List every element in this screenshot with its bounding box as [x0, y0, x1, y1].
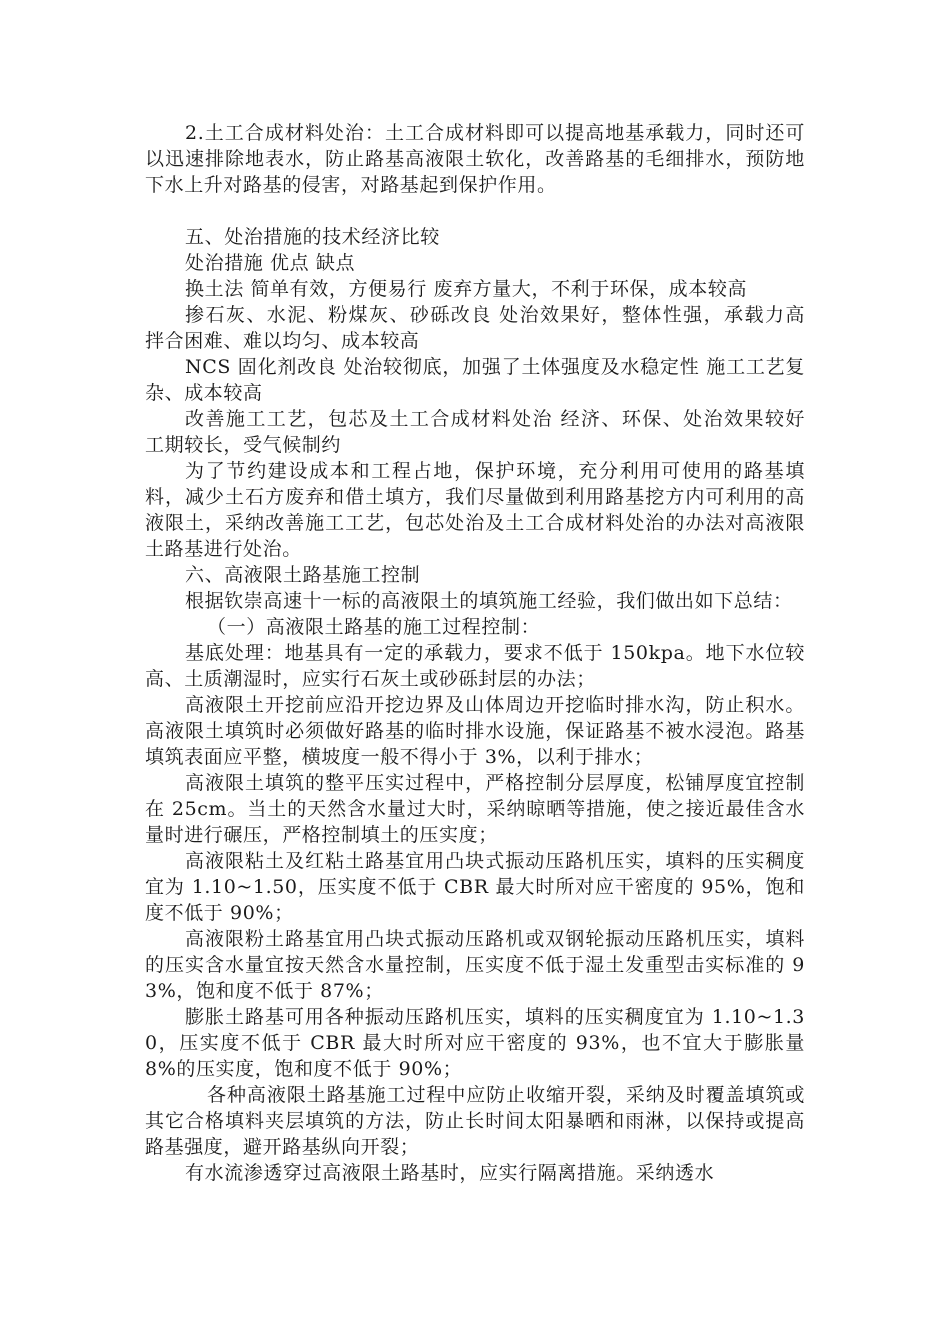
section-heading-5: 五、处治措施的技术经济比较 [185, 226, 440, 248]
comparison-header-row: 处治措施 优点 缺点 [185, 252, 356, 274]
subsection-heading-1: （一）高液限土路基的施工过程控制： [207, 616, 541, 638]
paragraph-silt-compaction: 高液限粉土路基宜用凸块式振动压路机或双钢轮振动压路机压实，填料的压实含水量宜按天然含水量控制，压实度不低于湿土发重型击实标准的 93%，饱和度不低于 87%； [145, 928, 805, 1002]
comparison-row-improved-process: 改善施工工艺，包芯及土工合成材料处治 经济、环保、处治效果较好 工期较长，受气候制约 [145, 408, 805, 456]
paragraph-water-isolation: 有水流渗透穿过高液限土路基时，应实行隔离措施。采纳透水 [185, 1162, 715, 1184]
paragraph-geosynthetic-treatment: 2.土工合成材料处治：土工合成材料即可以提高地基承载力，同时还可以迅速排除地表水，防止路基高液限土软化，改善路基的毛细排水，预防地下水上升对路基的侵害，对路基起到保护作用。 [145, 122, 805, 196]
comparison-row-soil-replacement: 换土法 简单有效，方便易行 废弃方量大，不利于环保，成本较高 [185, 278, 748, 300]
paragraph-summary-intro: 根据钦崇高速十一标的高液限土的填筑施工经验，我们做出如下总结： [185, 590, 793, 612]
comparison-row-lime-cement: 掺石灰、水泥、粉煤灰、砂砾改良 处治效果好，整体性强，承载力高 拌合困难、难以均匀、成本较高 [145, 304, 805, 352]
document-body [145, 120, 805, 1186]
comparison-row-ncs: NCS 固化剂改良 处治较彻底，加强了土体强度及水稳定性 施工工艺复杂、成本较高 [145, 356, 805, 404]
section-heading-6: 六、高液限土路基施工控制 [185, 564, 421, 586]
paragraph-expansive-soil: 膨胀土路基可用各种振动压路机压实，填料的压实稠度宜为 1.10~1.30，压实度不低于 CBR 最大时所对应干密度的 93%，也不宜大于膨胀量 8%的压实度，饱和度不低于 90%； [145, 1006, 805, 1080]
paragraph-drainage: 高液限土开挖前应沿开挖边界及山体周边开挖临时排水沟，防止积水。高液限土填筑时必须做好路基的临时排水设施，保证路基不被水浸泡。路基填筑表面应平整，横坡度一般不得小于 3%，以利于排水； [145, 694, 805, 768]
paragraph-gap [145, 198, 805, 224]
paragraph-clay-compaction: 高液限粘土及红粘土路基宜用凸块式振动压路机压实，填料的压实稠度宜为 1.10~1.50，压实度不低于 CBR 最大时所对应干密度的 95%，饱和度不低于 90%； [145, 850, 805, 924]
paragraph-compaction: 高液限土填筑的整平压实过程中，严格控制分层厚度，松铺厚度宜控制在 25cm。当土的天然含水量过大时，采纳晾晒等措施，使之接近最佳含水量时进行碾压，严格控制填土的压实度； [145, 772, 805, 846]
paragraph-base-treatment: 基底处理：地基具有一定的承载力，要求不低于 150kpa。地下水位较高、土质潮湿时，应实行石灰土或砂砾封层的办法； [145, 642, 805, 690]
paragraph-cost-saving: 为了节约建设成本和工程占地，保护环境，充分利用可使用的路基填料，减少土石方废弃和借土填方，我们尽量做到利用路基挖方内可利用的高液限土，采纳改善施工工艺，包芯处治及土工合成材料处治的办法对高液限土路基进行处治。 [145, 460, 805, 560]
paragraph-crack-prevention: 各种高液限土路基施工过程中应防止收缩开裂，采纳及时覆盖填筑或其它合格填料夹层填筑的方法，防止长时间太阳暴晒和雨淋，以保持或提高路基强度，避开路基纵向开裂； [145, 1084, 805, 1158]
